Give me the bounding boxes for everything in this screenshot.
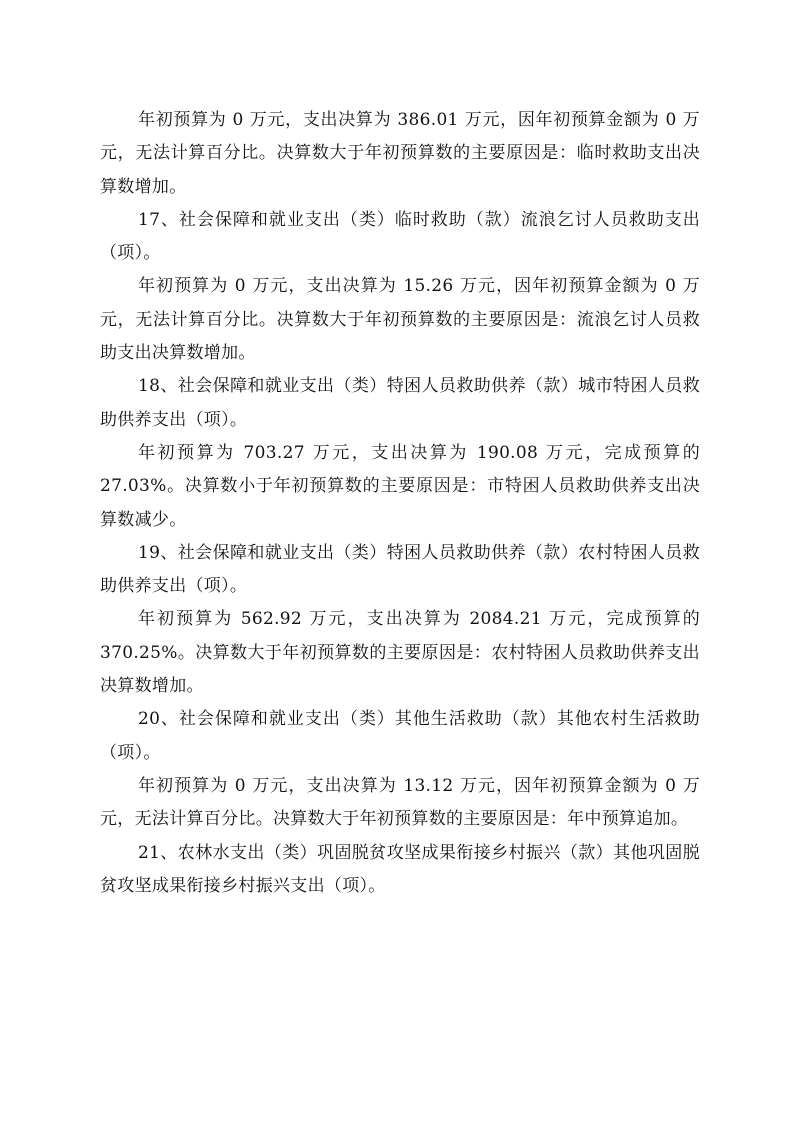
document-body (100, 104, 700, 903)
paragraph-3-budget-17: 年初预算为 0 万元，支出决算为 15.26 万元，因年初预算金额为 0 万元，无法计算百分比。决算数大于年初预算数的主要原因是：流浪乞讨人员救助支出决算数增加。 (100, 276, 700, 364)
paragraph-9-budget-20: 年初预算为 0 万元，支出决算为 13.12 万元，因年初预算金额为 0 万元，无法计算百分比。决算数大于年初预算数的主要原因是：年中预算追加。 (100, 775, 700, 830)
paragraph-7-budget-19: 年初预算为 562.92 万元，支出决算为 2084.21 万元，完成预算的 370.25%。决算数大于年初预算数的主要原因是：农村特困人员救助供养支出决算数增加。 (100, 609, 700, 697)
paragraph-4-heading-18: 18、社会保障和就业支出（类）特困人员救助供养（款）城市特困人员救助供养支出（项）。 (100, 376, 700, 430)
paragraph-10-heading-21: 21、农林水支出（类）巩固脱贫攻坚成果衔接乡村振兴（款）其他巩固脱贫攻坚成果衔接乡村振兴支出（项）。 (100, 842, 700, 896)
paragraph-6-heading-19: 19、社会保障和就业支出（类）特困人员救助供养（款）农村特困人员救助供养支出（项）。 (100, 542, 700, 597)
paragraph-5-budget-18: 年初预算为 703.27 万元，支出决算为 190.08 万元，完成预算的 27.03%。决算数小于年初预算数的主要原因是：市特困人员救助供养支出决算数减少。 (100, 442, 700, 530)
paragraph-2-heading-17: 17、社会保障和就业支出（类）临时救助（款）流浪乞讨人员救助支出（项）。 (100, 209, 700, 264)
paragraph-1-budget-16: 年初预算为 0 万元，支出决算为 386.01 万元，因年初预算金额为 0 万元，无法计算百分比。决算数大于年初预算数的主要原因是：临时救助支出决算数增加。 (100, 110, 700, 197)
paragraph-8-heading-20: 20、社会保障和就业支出（类）其他生活救助（款）其他农村生活救助（项）。 (100, 709, 700, 763)
